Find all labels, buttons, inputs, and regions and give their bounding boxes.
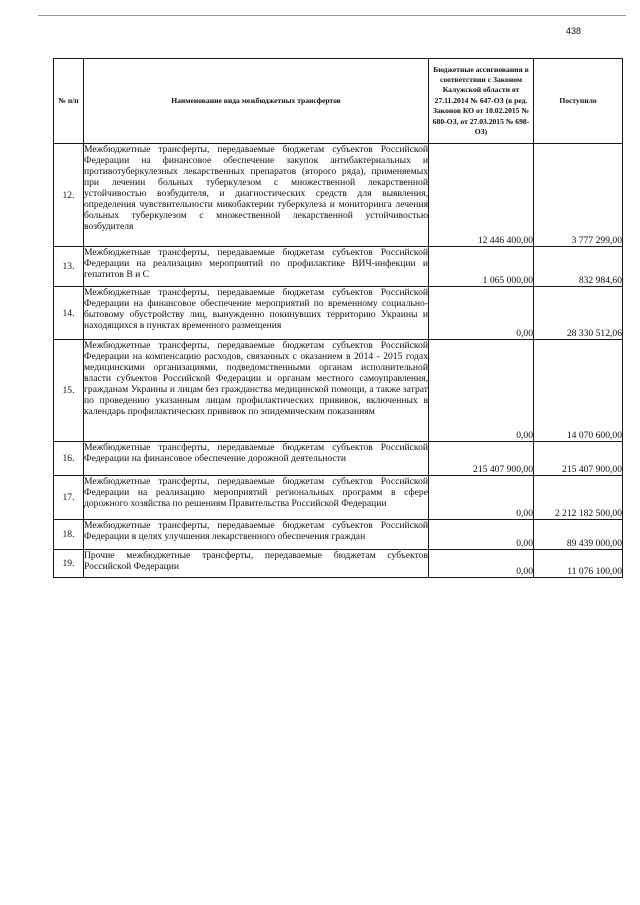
table-row <box>54 287 623 340</box>
table-row <box>54 340 623 442</box>
transfer-name: Межбюджетные трансферты, передаваемые бюджетам субъектов Российской Федерации на реализацию мероприятий региональных программ в сфере дорожного хозяйства по решениям Правительства Российской Федерации <box>84 476 429 520</box>
row-number: 12. <box>54 144 84 247</box>
row-number: 15. <box>54 340 84 442</box>
transfer-name: Межбюджетные трансферты, передаваемые бюджетам субъектов Российской Федерации на реализацию мероприятий по профилактике ВИЧ-инфекции и гепатитов В и С <box>84 247 429 287</box>
table-row <box>54 442 623 476</box>
budget-amount: 0,00 <box>429 550 534 578</box>
budget-amount: 0,00 <box>429 520 534 550</box>
budget-amount: 0,00 <box>429 287 534 340</box>
transfer-name: Прочие межбюджетные трансферты, передаваемые бюджетам субъектов Российской Федерации <box>84 550 429 578</box>
table-row <box>54 247 623 287</box>
transfer-name: Межбюджетные трансферты, передаваемые бюджетам субъектов Российской Федерации на финансовое обеспечение закупок антибактериальных и противотуберкулезных лекарственных препаратов (второго ряда), применяемых при лечении больных туберкулезом с множественной лекарственной устойчивостью возбудителя, и диагностических средств для выявления, определения чувствительности микобактерии туберкулеза и мониторинга лечения больных туберкулезом с множественной лекарственной устойчивостью возбудителя <box>84 144 429 247</box>
received-amount: 14 070 600,00 <box>534 340 623 442</box>
table-row <box>54 520 623 550</box>
row-number: 16. <box>54 442 84 476</box>
received-amount: 832 984,60 <box>534 247 623 287</box>
header-budget: Бюджетные ассигнования в соответствии с Законом Калужской области от 27.11.2014 № 647-ОЗ (в ред. Законов КО от 10.02.2015 № 680-ОЗ, от 27.03.2015 № 698-ОЗ) <box>429 59 534 144</box>
transfer-name: Межбюджетные трансферты, передаваемые бюджетам субъектов Российской Федерации на финансовое обеспечение мероприятий по временному социально-бытовому обустройству лиц, вынужденно покинувших территорию Украины и находящихся в пунктах временного размещения <box>84 287 429 340</box>
row-number: 17. <box>54 476 84 520</box>
row-number: 13. <box>54 247 84 287</box>
table-header-row <box>54 59 623 144</box>
budget-amount: 0,00 <box>429 476 534 520</box>
received-amount: 89 439 000,00 <box>534 520 623 550</box>
budget-amount: 215 407 900,00 <box>429 442 534 476</box>
received-amount: 28 330 512,06 <box>534 287 623 340</box>
scan-artifact-line <box>38 15 626 16</box>
transfer-name: Межбюджетные трансферты, передаваемые бюджетам субъектов Российской Федерации на финансовое обеспечение дорожной деятельности <box>84 442 429 476</box>
row-number: 18. <box>54 520 84 550</box>
received-amount: 11 076 100,00 <box>534 550 623 578</box>
page-number: 438 <box>566 26 582 36</box>
header-received: Поступило <box>534 59 623 144</box>
row-number: 19. <box>54 550 84 578</box>
row-number: 14. <box>54 287 84 340</box>
budget-amount: 12 446 400,00 <box>429 144 534 247</box>
transfers-table <box>53 58 623 578</box>
table-row <box>54 144 623 247</box>
table-row <box>54 550 623 578</box>
header-num: № п/п <box>54 59 84 144</box>
budget-amount: 1 065 000,00 <box>429 247 534 287</box>
received-amount: 2 212 182 500,00 <box>534 476 623 520</box>
transfer-name: Межбюджетные трансферты, передаваемые бюджетам субъектов Российской Федерации в целях улучшения лекарственного обеспечения граждан <box>84 520 429 550</box>
received-amount: 215 407 900,00 <box>534 442 623 476</box>
transfer-name: Межбюджетные трансферты, передаваемые бюджетам субъектов Российской Федерации на компенсацию расходов, связанных с оказанием в 2014 - 2015 годах медицинскими организациями, подведомственными органам исполнительной власти субъектов Российской Федерации и органам местного самоуправления, гражданам Украины и лицам без гражданства медицинской помощи, а также затрат по проведению указанным лицам профилактических прививок, включенных в календарь профилактических прививок по эпидемическим показаниям <box>84 340 429 442</box>
table-row <box>54 476 623 520</box>
received-amount: 3 777 299,00 <box>534 144 623 247</box>
header-name: Наименование вида межбюджетных трансфертов <box>84 59 429 144</box>
budget-amount: 0,00 <box>429 340 534 442</box>
